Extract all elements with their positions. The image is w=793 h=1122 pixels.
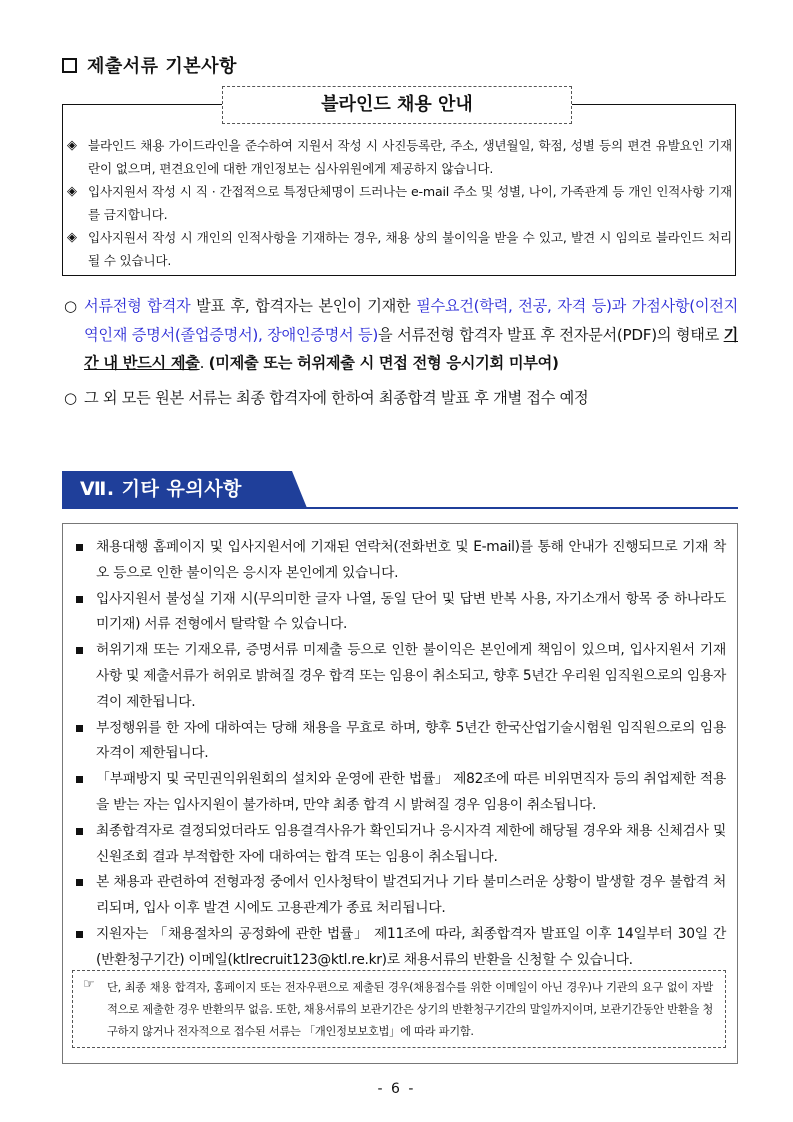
square-bullet-icon [62, 58, 77, 73]
list-item: ◈ 입사지원서 작성 시 직 · 간접적으로 특정단체명이 드러나는 e-mail 주소 및 성별, 나이, 가족관계 등 개인 인적사항 기재를 금지합니다. [62, 180, 732, 226]
banner-underline [62, 507, 738, 509]
square-bullet-icon [76, 544, 83, 551]
blind-notice-list [62, 134, 732, 272]
list-item: 채용대행 홈페이지 및 입사지원서에 기재된 연락처(전화번호 및 E-mail)를 통해 안내가 진행되므로 기재 착오 등으로 인한 불이익은 응시자 본인에게 있습니다. [72, 535, 726, 587]
circle-bullet-icon: ○ [64, 388, 77, 407]
list-item: 본 채용과 관련하여 전형과정 중에서 인사청탁이 발견되거나 기타 불미스러운 상황이 발생할 경우 불합격 처리되며, 입사 이후 발견 시에도 고용관계가 종료 처리됩니다. [72, 870, 726, 922]
banner-title: Ⅶ. 기타 유의사항 [80, 478, 242, 500]
notes-list [72, 535, 726, 974]
list-item: 입사지원서 불성실 기재 시(무의미한 글자 나열, 동일 단어 및 답변 반복 사용, 자기소개서 항목 중 하나라도 미기재) 서류 전형에서 탈락할 수 있습니다. [72, 587, 726, 639]
section-banner [62, 471, 307, 508]
page-number: - 6 - [377, 1081, 416, 1097]
list-item: 「부패방지 및 국민권익위원회의 설치와 운영에 관한 법률」 제82조에 따른 비위면직자 등의 취업제한 적용을 받는 자는 입사지원이 불가하며, 만약 최종 합격 시 밝혀질 경우 임용이 취소됩니다. [72, 767, 726, 819]
diamond-bullet-icon: ◈ [67, 138, 77, 153]
square-bullet-icon [76, 931, 83, 938]
circle-bullet-icon: ○ [64, 297, 77, 315]
list-item: ◈ 블라인드 채용 가이드라인을 준수하여 지원서 작성 시 사진등록란, 주소, 생년월일, 학점, 성별 등의 편견 유발요인 기재란이 없으며, 편견요인에 대한 개인정보는 심사위원에게 제공하지 않습니다. [62, 134, 732, 180]
square-bullet-icon [76, 776, 83, 783]
list-item: 최종합격자로 결정되었더라도 임용결격사유가 확인되거나 응시자격 제한에 해당될 경우와 채용 신체검사 및 신원조회 결과 부적합한 자에 대하여는 합격 또는 임용이 취소됩니다. [72, 819, 726, 871]
list-item: 부정행위를 한 자에 대하여는 당해 채용을 무효로 하며, 향후 5년간 한국산업기술시험원 임직원으로의 임용자격이 제한됩니다. [72, 716, 726, 768]
diamond-bullet-icon: ◈ [67, 184, 77, 199]
document-submission-list [62, 292, 738, 412]
square-bullet-icon [76, 828, 83, 835]
blind-notice-title: 블라인드 채용 안내 [222, 86, 572, 124]
diamond-bullet-icon: ◈ [67, 230, 77, 245]
square-bullet-icon [76, 647, 83, 654]
return-policy-note: ☞ 단, 최종 채용 합격자, 홈페이지 또는 전자우편으로 제출된 경우(채용접수를 위한 이메일이 아닌 경우)나 기관의 요구 없이 자발적으로 제출한 경우 반환의무 없음. 또한, 채용서류의 보관기간은 상기의 반환청구기간의 말일까지이며, 보관기간동안 반환을 청구하지 않거나 전자적으로 접수된 서류는 「개인정보보호법」에 따라 파기함. [72, 970, 726, 1048]
list-item: ○ 서류전형 합격자 발표 후, 합격자는 본인이 기재한 필수요건(학력, 전공, 자격 등)과 가점사항(이전지역인재 증명서(졸업증명서), 장애인증명서 등)을 서류전형 합격자 발표 후 전자문서(PDF)의 형태로 기간 내 반드시 제출. (미제출 또는 허위제출 시 면접 전형 응시기회 미부여) [62, 292, 738, 378]
square-bullet-icon [76, 596, 83, 603]
pointing-hand-icon: ☞ [83, 977, 95, 992]
list-item: ◈ 입사지원서 작성 시 개인의 인적사항을 기재하는 경우, 채용 상의 불이익을 받을 수 있고, 발견 시 임의로 블라인드 처리될 수 있습니다. [62, 226, 732, 272]
square-bullet-icon [76, 725, 83, 732]
list-item: 허위기재 또는 기재오류, 증명서류 미제출 등으로 인한 불이익은 본인에게 책임이 있으며, 입사지원서 기재사항 및 제출서류가 허위로 밝혀질 경우 합격 또는 임용이 취소되고, 향후 5년간 우리원 임직원으로의 임용자격이 제한됩니다. [72, 638, 726, 715]
list-item: 지원자는 「채용절차의 공정화에 관한 법률」 제11조에 따라, 최종합격자 발표일 이후 14일부터 30일 간(반환청구기간) 이메일(ktlrecruit123@ktl.re.kr)로 채용서류의 반환을 신청할 수 있습니다. [72, 922, 726, 974]
square-bullet-icon [76, 879, 83, 886]
list-item: ○ 그 외 모든 원본 서류는 최종 합격자에 한하여 최종합격 발표 후 개별 접수 예정 [62, 384, 738, 413]
section-title: 제출서류 기본사항 [62, 52, 237, 78]
